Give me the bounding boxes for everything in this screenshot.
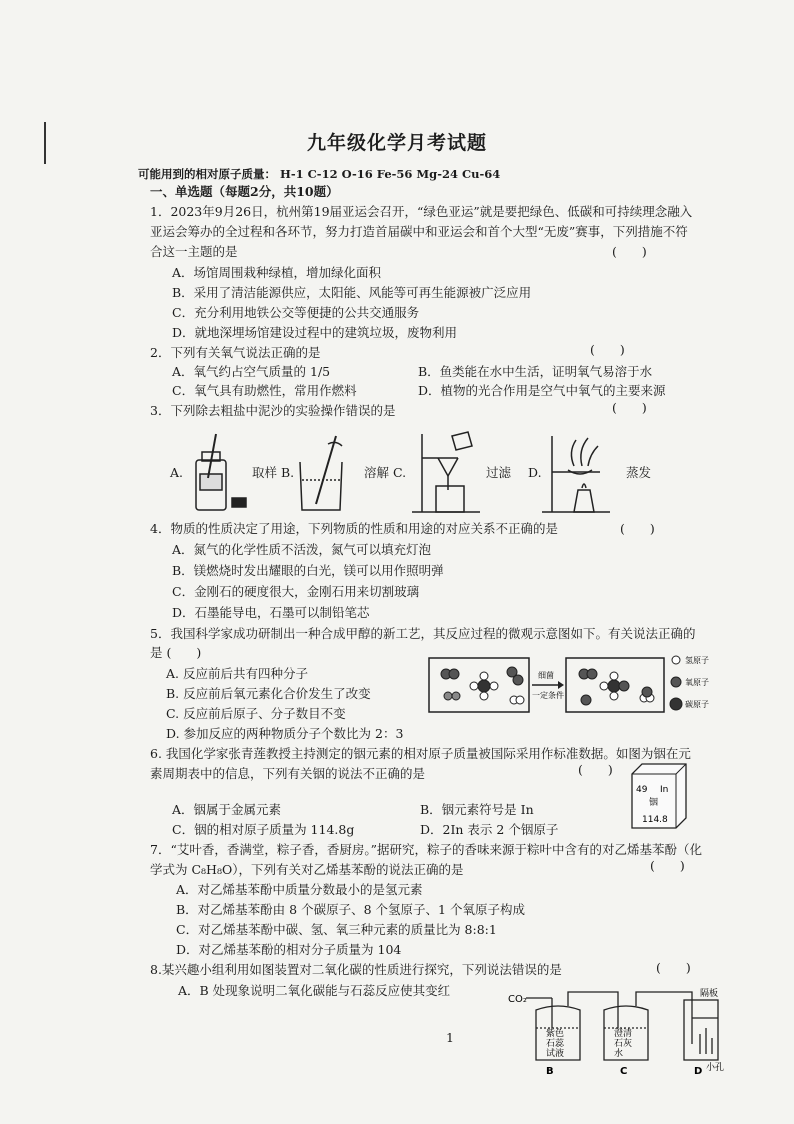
- q5-stem-line2: 是 ( ): [150, 645, 202, 660]
- co2-label: CO₂: [508, 994, 527, 1005]
- bottle-c-liquid-line3: 水: [614, 1049, 624, 1059]
- indium-element-card: [630, 762, 690, 830]
- q5-reaction-diagram: [428, 652, 728, 718]
- filtration-stand-icon: [412, 432, 480, 512]
- reagent-bottle-icon: [196, 434, 246, 510]
- q4-stem: 4．物质的性质决定了用途，下列物质的性质和用途的对应关系不正确的是: [150, 521, 558, 536]
- q5-stem-line1: 5．我国科学家成功研制出一种合成甲醇的新工艺，其反应过程的微观示意图如下。有关说法正确的: [150, 626, 696, 641]
- q3-option-d-letter: D.: [528, 465, 542, 480]
- page-title: 九年级化学月考试题: [306, 132, 487, 154]
- q2-option-c: C．氧气具有助燃性，常用作燃料: [172, 383, 357, 398]
- q1-option-c: C．充分利用地铁公交等便捷的公共交通服务: [172, 305, 420, 320]
- q1-option-b: B．采用了清洁能源供应，太阳能、风能等可再生能源被广泛应用: [172, 285, 532, 300]
- bottle-b-liquid-line1: 紫色: [546, 1029, 565, 1039]
- q2-option-a: A．氧气约占空气质量的 1/5: [172, 364, 331, 379]
- legend-oxygen: 氧原子: [685, 678, 709, 687]
- q1-stem-line1: 1．2023年9月26日，杭州第19届亚运会召开，“绿色亚运”就是要把绿色、低碳和可持续理念融入: [150, 204, 693, 219]
- q1-answer-paren: ( ): [612, 244, 647, 259]
- q8-stem: 8.某兴趣小组利用如图装置对二氧化碳的性质进行探究，下列说法错误的是: [150, 962, 562, 977]
- q6-option-a: A．铟属于金属元素: [172, 802, 282, 817]
- bottle-c-liquid-line1: 澄清: [614, 1029, 633, 1039]
- q6-option-b: B．铟元素符号是 In: [420, 802, 534, 817]
- q7-stem-line2: 学式为 C₈H₈O），下列有关对乙烯基苯酚的说法正确的是: [150, 862, 464, 877]
- q2-option-b: B．鱼类能在水中生活，证明氧气易溶于水: [418, 364, 653, 379]
- q5-option-b: B. 反应前后氧元素化合价发生了改变: [166, 686, 371, 701]
- legend-carbon: 碳原子: [685, 700, 709, 709]
- carbon-atom-icon: [670, 698, 682, 710]
- reactant-molecules: [441, 667, 524, 704]
- q3-option-a-label: 取样 B.: [252, 465, 295, 480]
- label-c: C: [620, 1066, 628, 1076]
- q4-option-c: C．金刚石的硬度很大，金刚石用来切割玻璃: [172, 584, 420, 599]
- q7-option-c: C．对乙烯基苯酚中碳、氢、氧三种元素的质量比为 8:8:1: [176, 922, 497, 937]
- evaporation-burner-icon: [542, 436, 610, 512]
- element-name: 铟: [649, 798, 659, 808]
- hydrogen-atom-icon: [672, 656, 680, 664]
- q3-option-a-letter: A.: [170, 465, 184, 480]
- reaction-arrow: [532, 681, 564, 689]
- q3-option-d-label: 蒸发: [626, 465, 652, 480]
- atom-legend: [670, 656, 682, 710]
- product-molecules: [579, 669, 654, 705]
- q1-option-d: D．就地深埋场馆建设过程中的建筑垃圾，废物利用: [172, 325, 458, 340]
- legend-hydrogen: 氢原子: [685, 656, 709, 665]
- q8-answer-paren: ( ): [656, 960, 691, 975]
- q5-option-a: A. 反应前后共有四种分子: [166, 666, 308, 681]
- atomic-mass: 114.8: [642, 815, 668, 825]
- q3-stem: 3．下列除去粗盐中泥沙的实验操作错误的是: [150, 403, 396, 418]
- bottle-b-liquid-line2: 石蕊: [546, 1039, 565, 1049]
- condition-bacteria: 细菌: [538, 671, 554, 680]
- section-heading: 一、单选题（每题2分，共10题）: [150, 184, 339, 199]
- q1-option-a: A．场馆周围栽种绿植，增加绿化面积: [172, 265, 382, 280]
- q4-answer-paren: ( ): [620, 521, 655, 536]
- beaker-stirring-icon: [300, 436, 342, 510]
- q6-option-c: C．铟的相对原子质量为 114.8g: [172, 822, 355, 837]
- q7-option-b: B．对乙烯基苯酚由 8 个碳原子、8 个氢原子、1 个氧原子构成: [176, 902, 525, 917]
- q6-stem-line2: 素周期表中的信息，下列有关铟的说法不正确的是: [150, 766, 426, 781]
- q5-option-d: D. 参加反应的两种物质分子个数比为 2：3: [166, 726, 404, 741]
- q4-option-a: A．氮气的化学性质不活泼，氮气可以填充灯泡: [172, 542, 432, 557]
- q3-option-b-label: 溶解 C.: [364, 465, 407, 480]
- q4-option-d: D．石墨能导电，石墨可以制铅笔芯: [172, 605, 370, 620]
- q2-answer-paren: ( ): [590, 342, 625, 357]
- bottle-c-liquid-line2: 石灰: [614, 1039, 633, 1049]
- label-b: B: [546, 1066, 554, 1076]
- q7-stem-line1: 7．“艾叶香，香满堂，粽子香，香厨房。”据研究，粽子的香味来源于粽叶中含有的对乙烯基苯酚（化: [150, 842, 702, 857]
- q1-stem-line3: 合这一主题的是: [150, 244, 238, 259]
- bottle-b-liquid-line3: 试液: [546, 1049, 565, 1059]
- q7-option-a: A．对乙烯基苯酚中质量分数最小的是氢元素: [176, 882, 423, 897]
- q7-answer-paren: ( ): [650, 858, 685, 873]
- q1-stem-line2: 亚运会筹办的全过程和各环节，努力打造首届碳中和亚运会和首个大型“无废”赛事，下列措施不符: [150, 224, 688, 239]
- q2-option-d: D．植物的光合作用是空气中氧气的主要来源: [418, 383, 666, 398]
- atomic-number: 49: [636, 785, 648, 795]
- q2-stem: 2．下列有关氧气说法正确的是: [150, 345, 321, 360]
- label-d: D: [694, 1066, 703, 1076]
- q4-option-b: B．镁燃烧时发出耀眼的白光，镁可以用作照明弹: [172, 563, 444, 578]
- partition-label: 隔板: [700, 989, 719, 999]
- q6-answer-paren: ( ): [578, 762, 613, 777]
- q6-option-d: D．2In 表示 2 个铟原子: [420, 822, 559, 837]
- element-symbol: In: [660, 785, 669, 795]
- q5-option-c: C. 反应前后原子、分子数目不变: [166, 706, 346, 721]
- q7-option-d: D．对乙烯基苯酚的相对分子质量为 104: [176, 942, 402, 957]
- hole-label: 小孔: [706, 1063, 725, 1073]
- q3-answer-paren: ( ): [612, 400, 647, 415]
- q3-apparatus-figures: [190, 430, 650, 518]
- q8-option-a: A．B 处现象说明二氧化碳能与石蕊反应使其变红: [178, 983, 451, 998]
- q3-option-c-label: 过滤: [486, 465, 512, 480]
- condition-certain: 一定条件: [532, 691, 564, 700]
- oxygen-atom-icon: [671, 677, 681, 687]
- atomic-masses: 可能用到的相对原子质量： H-1 C-12 O-16 Fe-56 Mg-24 Cu-64: [138, 167, 501, 181]
- page-number: 1: [446, 1030, 454, 1045]
- q8-co2-apparatus: [506, 978, 742, 1076]
- q6-stem-line1: 6. 我国化学家张青莲教授主持测定的铟元素的相对原子质量被国际采用作标准数据。如图为铟在元: [150, 746, 691, 761]
